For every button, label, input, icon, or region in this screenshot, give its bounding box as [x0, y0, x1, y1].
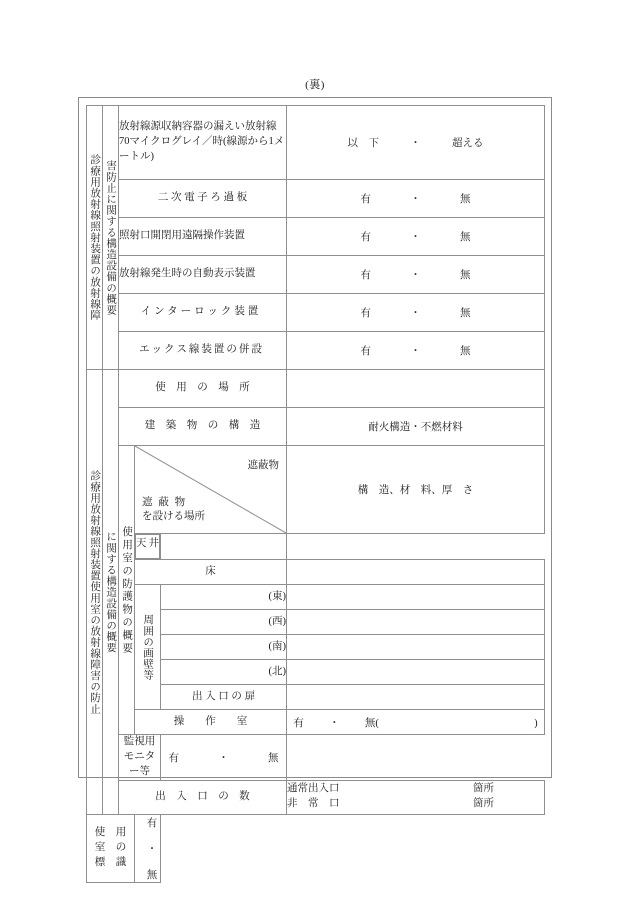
row-label-wall-west: (西)	[161, 610, 287, 635]
table-row	[87, 585, 545, 610]
entrance-count-line-normal[interactable]	[287, 782, 544, 797]
choice-separator: ・	[410, 270, 421, 281]
choice-option-a[interactable]: 有	[146, 817, 158, 829]
shield-group-vlabel-text: 使用室の防護物の概要	[121, 525, 133, 655]
diagonal-label-shield-object: 遮蔽物	[247, 460, 280, 471]
choice-separator: ・	[410, 194, 421, 205]
choice-separator: ・	[410, 232, 421, 243]
row-label-entrance-count: 出 入 口 の 数	[119, 780, 287, 814]
row-value-room-sign[interactable]	[135, 814, 161, 882]
table-row	[87, 218, 545, 256]
table-row	[87, 534, 545, 560]
choice-option-b[interactable]: 無	[146, 869, 158, 881]
choice-option-a[interactable]: 有	[360, 346, 372, 357]
row-value-wall-east[interactable]	[287, 585, 545, 610]
shield-header-value-structure-material-thickness: 構 造、材 料、厚 さ	[287, 446, 545, 534]
section1-vertical-label-left	[103, 106, 119, 370]
table-row	[87, 106, 545, 180]
choice-option-a[interactable]: 有	[360, 232, 372, 243]
choice-separator: ・	[329, 717, 340, 729]
row-label-leak-radiation: 放射線源収納容器の漏えい放射線70マイクログレイ／時(線源から1メートル)	[119, 106, 287, 180]
row-label-operation-room: 操 作 室	[135, 710, 287, 735]
row-value-floor[interactable]	[287, 560, 545, 585]
entrance-count-line-emergency[interactable]	[287, 797, 544, 812]
table-row	[87, 735, 545, 781]
row-value-ceiling[interactable]	[161, 534, 287, 560]
table-row	[87, 256, 545, 294]
row-value-operation-room[interactable]	[287, 710, 545, 735]
diagonal-label-line1: 遮 蔽 物	[142, 496, 187, 508]
section1-vlabel-right-text: 診療用放射線照射装置の放射線障	[89, 154, 101, 321]
table-row	[87, 294, 545, 332]
section2-vertical-label-right	[87, 370, 103, 815]
row-label-entrance-door: 出 入 口 の 扉	[161, 685, 287, 710]
choice-option-b[interactable]: 無	[460, 270, 471, 281]
choice-option-b[interactable]: 無	[460, 232, 471, 243]
choice-separator: ・	[146, 843, 158, 855]
row-label-remote-shutter-control: 照射口開閉用遠隔操作装置	[119, 218, 287, 256]
row-label-xray-device-coinstall: エックス線装置の併設	[119, 332, 287, 370]
choice-option-a[interactable]: 有	[293, 717, 304, 729]
row-label-auto-indicator: 放射線発生時の自動表示装置	[119, 256, 287, 294]
row-label-ceiling	[135, 534, 160, 559]
choice-option-a[interactable]: 有	[360, 194, 372, 205]
table-row	[87, 814, 545, 882]
choice-option-b[interactable]: 無	[268, 752, 279, 764]
choice-option-a[interactable]: 有	[168, 752, 179, 764]
ceiling-label-left: 天	[136, 538, 147, 549]
row-label-wall-east: (東)	[161, 585, 287, 610]
choice-separator: ・	[410, 308, 421, 319]
table-row	[87, 710, 545, 735]
row-value-secondary-electron-filter[interactable]	[287, 180, 545, 218]
choice-option-b-close-paren: )	[534, 717, 538, 729]
wall-group-vertical-label	[135, 585, 161, 710]
row-label-building-structure: 建 築 物 の 構 造	[119, 408, 287, 446]
choice-option-a[interactable]: 有	[360, 270, 372, 281]
row-value-leak-radiation[interactable]	[287, 106, 545, 180]
row-value-xray-device-coinstall[interactable]	[287, 332, 545, 370]
choice-separator: ・	[410, 346, 421, 357]
row-value-building-structure[interactable]: 耐火構造・不燃材料	[287, 408, 545, 446]
row-label-monitor: 監視用モニター等	[119, 735, 161, 781]
row-label-wall-south: (南)	[161, 635, 287, 660]
entrance-count-unit-normal: 箇所	[473, 783, 495, 795]
table-row	[87, 560, 545, 585]
choice-option-b[interactable]: 無(	[364, 717, 379, 729]
row-label-floor: 床	[135, 560, 287, 585]
row-value-remote-shutter-control[interactable]	[287, 218, 545, 256]
choice-option-b[interactable]: 無	[460, 308, 471, 319]
shield-group-vertical-label	[119, 446, 135, 735]
choice-separator: ・	[218, 752, 229, 764]
row-value-wall-north[interactable]	[287, 660, 545, 685]
table-row	[87, 780, 545, 814]
choice-option-b[interactable]: 超える	[452, 138, 484, 149]
table-row	[87, 446, 545, 534]
row-label-room-sign: 使 用 室 の 標 識	[87, 814, 135, 882]
choice-separator: ・	[410, 138, 421, 149]
row-value-monitor[interactable]	[161, 735, 287, 781]
row-value-entrance-door[interactable]	[287, 685, 545, 710]
page-side-marker: (裏)	[305, 79, 325, 91]
section2-vertical-label-left	[103, 370, 119, 815]
section1-vlabel-left-text: 害防止に関する構造設備の概要	[105, 159, 117, 316]
row-label-use-location: 使 用 の 場 所	[119, 370, 287, 408]
radiation-facility-form-table	[86, 105, 545, 883]
table-row	[87, 370, 545, 408]
entrance-count-name-emergency: 非 常 口	[287, 798, 340, 810]
entrance-count-name-normal: 通常出入口	[287, 783, 340, 795]
row-value-wall-west[interactable]	[287, 610, 545, 635]
wall-group-vlabel-text: 周囲の画壁等	[142, 613, 154, 681]
diagonal-label-line2: を設ける場所	[142, 510, 205, 522]
diagonal-label-shield-location	[142, 496, 205, 524]
row-value-interlock[interactable]	[287, 294, 545, 332]
shield-diagonal-header-cell	[135, 446, 287, 534]
section2-vlabel-right-text: 診療用放射線照射装置使用室の放射線障害の防止	[89, 469, 101, 714]
row-label-interlock: インターロック装置	[119, 294, 287, 332]
row-value-wall-south[interactable]	[287, 635, 545, 660]
choice-option-a[interactable]: 有	[360, 308, 372, 319]
choice-option-b[interactable]: 無	[460, 346, 471, 357]
table-row	[87, 180, 545, 218]
entrance-count-unit-emergency: 箇所	[473, 798, 495, 810]
table-row	[87, 332, 545, 370]
row-label-secondary-electron-filter: 二 次 電 子 ろ 過 板	[119, 180, 287, 218]
table-row	[87, 408, 545, 446]
ceiling-label-right: 井	[148, 538, 159, 549]
choice-option-a[interactable]: 以 下	[347, 138, 380, 149]
choice-option-b[interactable]: 無	[460, 194, 471, 205]
section1-vertical-label-right	[87, 106, 103, 370]
section2-vlabel-left-text: に関する構造設備の概要	[105, 530, 117, 653]
row-label-wall-north: (北)	[161, 660, 287, 685]
row-value-entrance-count[interactable]	[287, 780, 545, 814]
row-value-use-location[interactable]	[287, 370, 545, 408]
row-value-auto-indicator[interactable]	[287, 256, 545, 294]
